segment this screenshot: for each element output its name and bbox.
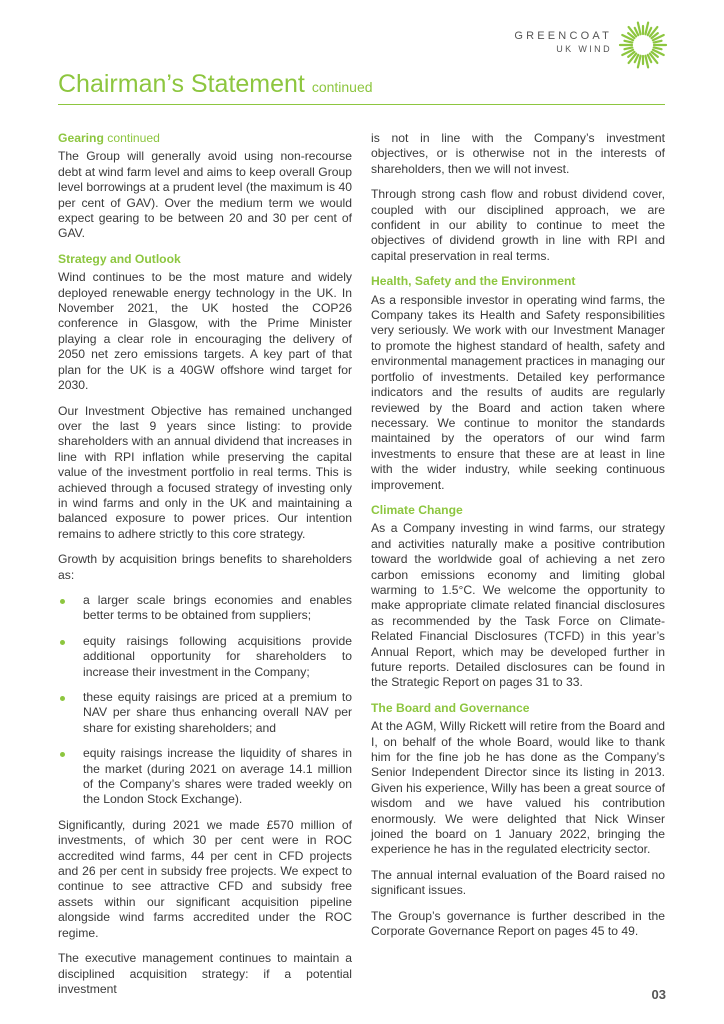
title-divider xyxy=(58,104,665,105)
list-item-text: equity raisings following acquisitions provide additional opportunity for shareholders to increase their investment in the Company; xyxy=(83,633,352,679)
list-item xyxy=(58,634,352,680)
burst-ray xyxy=(638,56,641,68)
bullet-icon xyxy=(60,752,65,757)
right-column xyxy=(371,131,665,950)
board-paragraph-2: The annual internal evaluation of the Board raised no significant issues. xyxy=(371,867,665,898)
gearing-paragraph: The Group will generally avoid using non-recourse debt at wind farm level and aims to keep overall Group level borrowings at a prudent level (the maximum is 40 per cent of GAV). Over the medium term we would expect gearing to be between 20 and 30 per cent of GAV. xyxy=(58,149,352,241)
burst-ray xyxy=(624,41,632,43)
list-item xyxy=(58,593,352,624)
list-item-text: these equity raisings are priced at a premium to NAV per share thus enhancing overall NAV per share for existing shareholders; and xyxy=(83,690,352,735)
page-title xyxy=(58,70,373,99)
burst-ray xyxy=(654,41,662,43)
gearing-heading-suffix: continued xyxy=(107,131,160,145)
hse-heading: Health, Safety and the Environment xyxy=(371,274,576,289)
page-title-text: Chairman’s Statement xyxy=(58,70,305,98)
strategy-paragraph-1: Wind continues to be the most mature and widely deployed renewable energy technology in the UK. In November 2021, the UK hosted the COP26 conference in Glasgow, with the Prime Minister playing a clear role in encouraging the delivery of 2050 net zero emissions targets. A key part of that plan for the UK is a 40GW offshore wind target for 2030. xyxy=(58,270,352,393)
hse-paragraph: As a responsible investor in operating wind farms, the Company takes its Health and Safety responsibilities very seriously. We work with our Investment Manager to promote the highest standard of health, safety and environmental management practices in managing our portfolio of investments. Detailed key performance indicators and the results of audits are regularly reviewed by the Board and action taken where necessary. We continue to monitor the standards maintained by the operators of our wind farm investments to ensure that these are at least in line with the wider industry, while seeking continuous improvement. xyxy=(371,292,665,492)
page-number: 03 xyxy=(651,987,666,1002)
climate-heading: Climate Change xyxy=(371,502,463,517)
burst-ray xyxy=(645,56,648,68)
page-title-suffix: continued xyxy=(311,79,373,95)
list-item xyxy=(58,690,352,736)
cashflow-paragraph: Through strong cash flow and robust dividend cover, coupled with our disciplined approach, we are confident in our ability to continue to meet the objectives of dividend growth in line with RPI and capital preservation in real terms. xyxy=(371,187,665,263)
brand-name: GREENCOAT xyxy=(514,30,612,42)
burst-ray xyxy=(638,23,641,35)
list-item-text: equity raisings increase the liquidity of shares in the market (during 2021 on average 14.1 million of the Company’s shares were traded weekly on the London Stock Exchange). xyxy=(83,746,352,807)
continued-paragraph: is not in line with the Company’s investment objectives, or is otherwise not in the interests of shareholders, then we will not invest. xyxy=(371,131,665,176)
burst-ray xyxy=(654,47,662,49)
board-paragraph-3: The Group’s governance is further described in the Corporate Governance Report on pages 45 to 49. xyxy=(371,908,665,939)
gearing-heading-text: Gearing xyxy=(58,131,104,145)
benefits-list xyxy=(58,593,352,808)
list-item-text: a larger scale brings economies and enables better terms to be obtained from suppliers; xyxy=(83,592,352,623)
climate-paragraph: As a Company investing in wind farms, our strategy and activities naturally make a positive contribution toward the worldwide goal of achieving a net zero carbon emissions economy and limiting global warming to 1.5°C. We welcome the opportunity to make appropriate climate related financial disclosures as recommended by the Task Force on Climate-Related Financial Disclosures (TCFD) in this year’s Annual Report, which may be developed further in future reports. Detailed disclosures can be found in the Strategic Report on pages 31 to 33. xyxy=(371,521,665,690)
brand-sub: UK WIND xyxy=(556,44,612,54)
wind-burst-icon xyxy=(618,20,668,70)
bullet-icon xyxy=(60,599,65,604)
brand-text xyxy=(514,30,612,55)
burst-ray xyxy=(645,23,648,35)
burst-ray xyxy=(624,47,632,49)
board-paragraph-1: At the AGM, Willy Rickett will retire from the Board and I, on behalf of the whole Board, would like to thank him for the fine job he has done as the Company’s Senior Independent Director since its listing in 2013. Given his experience, Willy has been a great source of wisdom and we have valued his contribution enormously. We were delighted that Nick Winser joined the board on 1 January 2022, bringing the experience he has in the regulated electricity sector. xyxy=(371,719,665,857)
gearing-heading xyxy=(58,131,352,146)
bullet-icon xyxy=(60,696,65,701)
bullet-icon xyxy=(60,640,65,645)
left-column xyxy=(58,131,352,1007)
strategy-paragraph-2: Our Investment Objective has remained unchanged over the last 9 years since listing: to provide shareholders with an annual dividend that increases in line with RPI inflation while preserving the capital value of the investment portfolio in real terms. This is achieved through a focused strategy of investing only in wind farms and only in the UK and maintaining a balanced exposure to power prices. Our intention remains to adhere strictly to this core strategy. xyxy=(58,403,352,541)
strategy-paragraph-3: Growth by acquisition brings benefits to shareholders as: xyxy=(58,552,352,582)
brand-logo xyxy=(514,20,670,70)
strategy-paragraph-5: The executive management continues to maintain a disciplined acquisition strategy: if a potential investment xyxy=(58,951,352,996)
strategy-paragraph-4: Significantly, during 2021 we made £570 million of investments, of which 30 per cent were in ROC accredited wind farms, 44 per cent in CFD projects and 26 per cent in subsidy free projects. We expect to continue to see attractive CFD and subsidy free assets within our significant acquisition pipeline alongside wind farms accredited under the ROC regime. xyxy=(58,817,352,940)
list-item xyxy=(58,746,352,808)
strategy-heading: Strategy and Outlook xyxy=(58,251,181,266)
board-heading: The Board and Governance xyxy=(371,700,530,715)
